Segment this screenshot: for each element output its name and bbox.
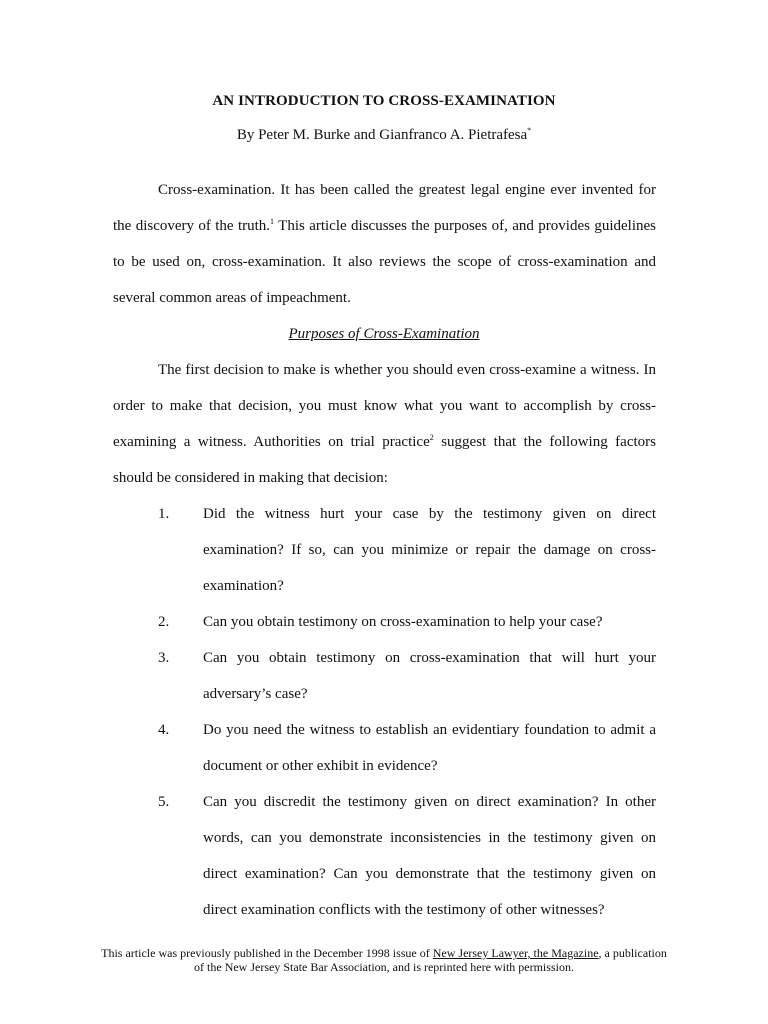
footnote-ref-2: 2	[429, 433, 434, 442]
document-title: AN INTRODUCTION TO CROSS-EXAMINATION	[212, 93, 556, 109]
decision-text-part1: The first decision to make is whether you should even cross-examine a witness. In order to make that decision, you must know what you want to accomplish by cross-examining a witness. Authorities on trial practice	[113, 362, 656, 450]
publication-footnote	[100, 946, 668, 974]
list-item-number: 3.	[158, 650, 170, 666]
byline-footnote-mark: *	[527, 126, 532, 135]
footnote-text-after: , a publication of the New Jersey State Bar Association, and is reprinted here with permission.	[194, 946, 667, 974]
list-item-text: Can you obtain testimony on cross-examination to help your case?	[203, 614, 603, 630]
decision-text-part2: suggest that the following factors should be considered in making that decision:	[113, 434, 656, 486]
author-byline	[0, 127, 768, 144]
list-item-text: Do you need the witness to establish an evidentiary foundation to admit a document or other exhibit in evidence?	[203, 722, 656, 774]
list-item-number: 4.	[158, 722, 170, 738]
intro-paragraph	[113, 172, 656, 316]
list-item-text: Can you discredit the testimony given on direct examination? In other words, can you demonstrate inconsistencies in the testimony given on direct examination? Can you demonstrate that the testimony given on direct examination conflicts with the testimony of other witnesses?	[203, 794, 656, 918]
footnote-ref-1: 1	[270, 217, 275, 226]
list-item-number: 1.	[158, 506, 170, 522]
decision-paragraph	[113, 352, 656, 496]
footnote-text-before: This article was previously published in the December 1998 issue of	[101, 946, 433, 960]
byline-text: By Peter M. Burke and Gianfranco A. Pietrafesa	[236, 127, 528, 143]
section-heading: Purposes of Cross-Examination	[288, 326, 480, 342]
list-item-text: Did the witness hurt your case by the testimony given on direct examination? If so, can you minimize or repair the damage on cross-examination?	[203, 506, 656, 594]
intro-text-part1: Cross-examination. It has been called the greatest legal engine ever invented for the discovery of the truth.	[113, 182, 656, 234]
list-item-text: Can you obtain testimony on cross-examination that will hurt your adversary’s case?	[203, 650, 656, 702]
list-item-number: 2.	[158, 614, 170, 630]
list-item-number: 5.	[158, 794, 170, 810]
publication-name: New Jersey Lawyer, the Magazine	[432, 946, 599, 960]
intro-text-part2: This article discusses the purposes of, and provides guidelines to be used on, cross-examination. It also reviews the scope of cross-examination and several common areas of impeachment.	[113, 218, 656, 306]
